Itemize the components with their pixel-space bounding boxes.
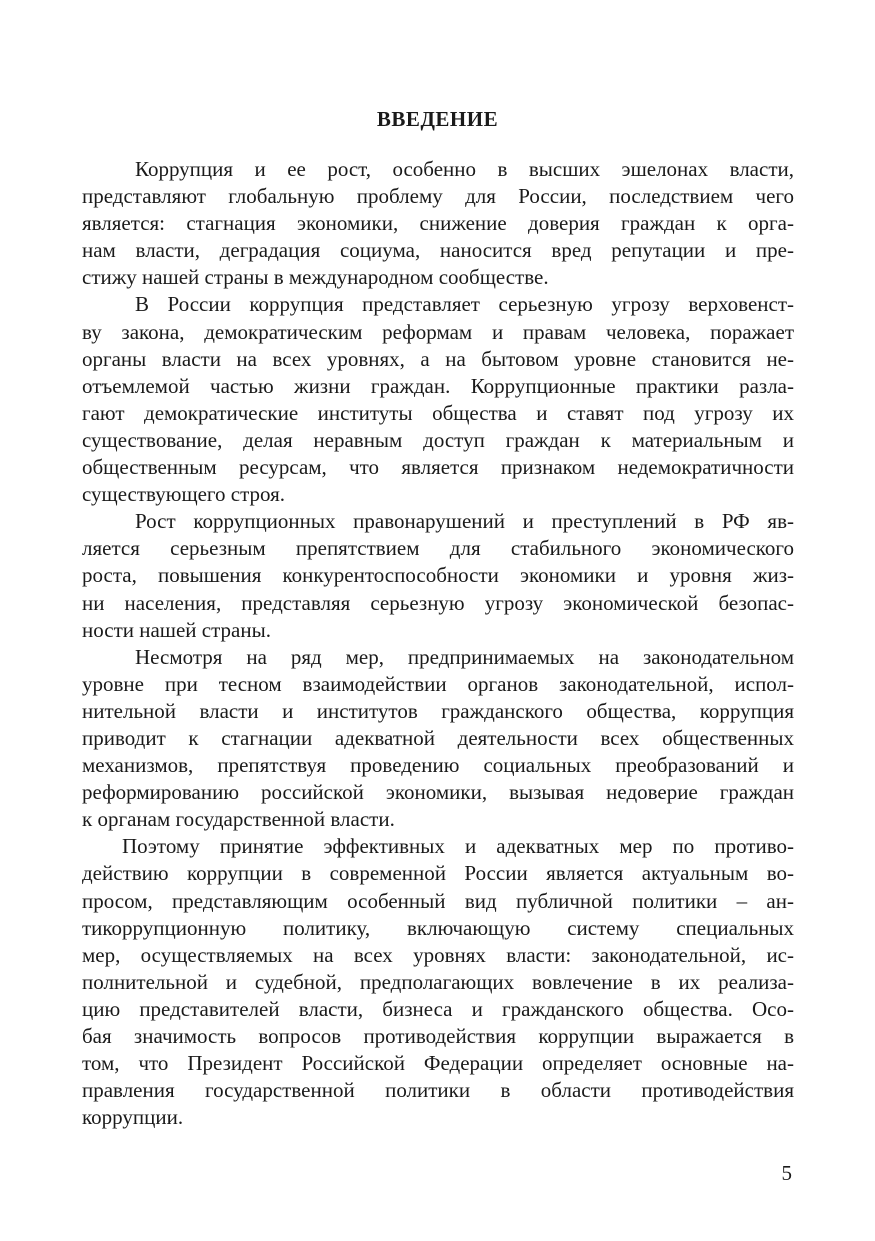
text-line: Несмотря на ряд мер, предпринимаемых на законодательном [135, 644, 794, 669]
paragraph-5 [82, 833, 794, 1131]
text-line: ни населения, представляя серьезную угрозу экономической безопас- [82, 590, 794, 615]
text-line: органы власти на всех уровнях, а на бытовом уровне становится не- [82, 346, 794, 371]
paragraph-1 [82, 156, 794, 291]
text-line: том, что Президент Российской Федерации определяет основные на- [82, 1051, 794, 1076]
text-line: гают демократические институты общества и ставят под угрозу их [82, 400, 794, 425]
text-line: В России коррупция представляет серьезную угрозу верховенст- [135, 292, 794, 317]
text-line: представляют глобальную проблему для России, последствием чего [82, 184, 794, 209]
text-line: Поэтому принятие эффективных и адекватных мер по противо- [122, 834, 794, 859]
text-line: является: стагнация экономики, снижение доверия граждан к орга- [82, 211, 794, 236]
text-line: правления государственной политики в области противодействия [82, 1078, 794, 1103]
paragraph-3 [82, 508, 794, 643]
text-line: тикоррупционную политику, включающую систему специальных [82, 915, 794, 940]
text-line: роста, повышения конкурентоспособности экономики и уровня жиз- [82, 563, 794, 588]
text-line: Коррупция и ее рост, особенно в высших эшелонах власти, [135, 157, 794, 181]
text-line: мер, осуществляемых на всех уровнях власти: законодательной, ис- [82, 942, 794, 967]
text-line: отъемлемой частью жизни граждан. Коррупционные практики разла- [82, 373, 794, 398]
text-line: ву закона, демократическим реформам и правам человека, поражает [82, 319, 794, 344]
text-line: нам власти, деградация социума, наносится вред репутации и пре- [82, 238, 794, 263]
text-line: ляется серьезным препятствием для стабильного экономического [82, 536, 794, 561]
page-title: ВВЕДЕНИЕ [376, 107, 499, 131]
text-line: существование, делая неравным доступ граждан к материальным и [82, 427, 794, 452]
text-line: существующего строя. [82, 482, 286, 507]
text-line: стижу нашей страны в международном сообществе. [82, 265, 549, 290]
page-number: 5 [781, 1161, 792, 1185]
paragraph-4 [82, 644, 794, 834]
text-line: уровне при тесном взаимодействии органов законодательной, испол- [82, 671, 794, 696]
text-line: Рост коррупционных правонарушений и преступлений в РФ яв- [135, 509, 794, 534]
body-text [82, 156, 794, 1131]
text-line: реформированию российской экономики, вызывая недоверие граждан [82, 780, 794, 805]
text-line: коррупции. [82, 1105, 184, 1130]
paragraph-2 [82, 291, 794, 508]
text-line: механизмов, препятствуя проведению социальных преобразований и [82, 753, 794, 778]
text-line: бая значимость вопросов противодействия коррупции выражается в [82, 1024, 794, 1048]
text-line: нительной власти и институтов гражданского общества, коррупция [82, 698, 794, 723]
text-line: действию коррупции в современной России является актуальным во- [82, 861, 794, 886]
text-line: общественным ресурсам, что является признаком недемократичности [82, 455, 794, 480]
text-line: к органам государственной власти. [82, 807, 395, 832]
text-line: просом, представляющим особенный вид публичной политики – ан- [82, 888, 794, 913]
text-line: цию представителей власти, бизнеса и гражданского общества. Осо- [82, 996, 794, 1021]
text-line: ности нашей страны. [82, 617, 271, 642]
text-line: полнительной и судебной, предполагающих вовлечение в их реализа- [82, 969, 794, 994]
text-line: приводит к стагнации адекватной деятельности всех общественных [82, 725, 794, 750]
